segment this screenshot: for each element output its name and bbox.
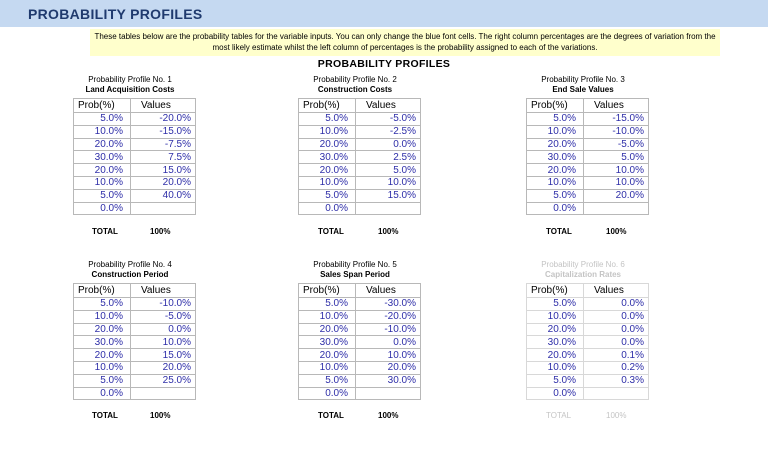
prob-cell[interactable]: 10.0% xyxy=(299,125,356,138)
values-column-header: Values xyxy=(131,284,196,298)
table-row xyxy=(299,176,421,189)
values-column-header: Values xyxy=(356,284,421,298)
values-column-header: Values xyxy=(356,99,421,113)
total-value: 100% xyxy=(150,411,171,420)
total-value: 100% xyxy=(606,227,627,236)
value-cell xyxy=(584,387,649,400)
table-row xyxy=(299,336,421,349)
prob-cell[interactable]: 0.0% xyxy=(299,202,356,215)
value-cell[interactable]: 10.0% xyxy=(131,336,196,349)
total-label: TOTAL xyxy=(318,227,344,236)
value-cell[interactable]: -15.0% xyxy=(131,125,196,138)
table-row xyxy=(527,202,649,215)
value-cell[interactable]: 10.0% xyxy=(584,164,649,177)
value-cell[interactable]: 20.0% xyxy=(131,361,196,374)
profile-table xyxy=(73,283,196,400)
profile-table xyxy=(298,98,421,215)
value-cell[interactable]: -20.0% xyxy=(356,310,421,323)
values-column-header: Values xyxy=(584,99,649,113)
table-row xyxy=(74,349,196,362)
prob-cell[interactable]: 20.0% xyxy=(299,349,356,362)
prob-cell[interactable]: 5.0% xyxy=(527,113,584,126)
value-cell[interactable]: 7.5% xyxy=(131,151,196,164)
prob-cell[interactable]: 30.0% xyxy=(74,336,131,349)
prob-cell: 5.0% xyxy=(527,374,584,387)
prob-cell[interactable]: 10.0% xyxy=(299,361,356,374)
profile-title: Probability Profile No. 5 xyxy=(313,260,397,269)
prob-cell[interactable]: 5.0% xyxy=(299,374,356,387)
table-row xyxy=(527,298,649,311)
value-cell[interactable] xyxy=(131,387,196,400)
table-row xyxy=(299,374,421,387)
prob-cell[interactable]: 20.0% xyxy=(299,138,356,151)
value-cell[interactable]: -30.0% xyxy=(356,298,421,311)
table-row xyxy=(299,310,421,323)
value-cell[interactable]: 20.0% xyxy=(584,189,649,202)
table-row xyxy=(299,349,421,362)
prob-cell[interactable]: 5.0% xyxy=(299,189,356,202)
value-cell[interactable] xyxy=(356,387,421,400)
table-row xyxy=(299,113,421,126)
profile-subtitle: Construction Period xyxy=(91,270,169,279)
value-cell[interactable]: -7.5% xyxy=(131,138,196,151)
prob-column-header: Prob(%) xyxy=(527,99,584,113)
prob-cell: 10.0% xyxy=(527,310,584,323)
table-row xyxy=(527,349,649,362)
prob-cell[interactable]: 0.0% xyxy=(299,387,356,400)
total-label: TOTAL xyxy=(318,411,344,420)
table-row xyxy=(527,310,649,323)
table-row xyxy=(74,323,196,336)
prob-cell[interactable]: 20.0% xyxy=(74,323,131,336)
table-row xyxy=(527,361,649,374)
instructions-note: These tables below are the probability tables for the variable inputs. You can only change the blue font cells. The right column percentages are the degrees of variation from the most likely estimate whilst the left column of percentages is the probability assigned to each of the variations. xyxy=(90,29,720,56)
value-cell[interactable]: 2.5% xyxy=(356,151,421,164)
table-row xyxy=(74,361,196,374)
prob-cell[interactable]: 10.0% xyxy=(74,125,131,138)
total-value: 100% xyxy=(150,227,171,236)
value-cell: 0.0% xyxy=(584,310,649,323)
prob-cell[interactable]: 10.0% xyxy=(74,310,131,323)
table-row xyxy=(527,336,649,349)
prob-cell[interactable]: 0.0% xyxy=(527,202,584,215)
prob-cell[interactable]: 20.0% xyxy=(74,349,131,362)
table-row xyxy=(74,298,196,311)
prob-cell[interactable]: 5.0% xyxy=(74,189,131,202)
table-row xyxy=(74,189,196,202)
total-label: TOTAL xyxy=(546,227,572,236)
value-cell: 0.3% xyxy=(584,374,649,387)
section-title: PROBABILITY PROFILES xyxy=(317,58,451,70)
value-cell[interactable]: 15.0% xyxy=(131,349,196,362)
prob-cell: 0.0% xyxy=(527,387,584,400)
table-header-row xyxy=(527,99,649,113)
value-cell[interactable]: 25.0% xyxy=(131,374,196,387)
value-cell[interactable]: 10.0% xyxy=(356,176,421,189)
profile-subtitle: Capitalization Rates xyxy=(544,270,621,279)
prob-cell[interactable]: 5.0% xyxy=(299,113,356,126)
prob-column-header: Prob(%) xyxy=(527,284,584,298)
prob-cell[interactable]: 5.0% xyxy=(299,298,356,311)
table-row xyxy=(74,202,196,215)
value-cell[interactable]: 10.0% xyxy=(356,349,421,362)
table-header-row xyxy=(74,284,196,298)
value-cell[interactable]: 0.0% xyxy=(356,138,421,151)
values-column-header: Values xyxy=(584,284,649,298)
prob-column-header: Prob(%) xyxy=(299,284,356,298)
prob-cell[interactable]: 30.0% xyxy=(527,151,584,164)
table-row xyxy=(527,164,649,177)
value-cell[interactable]: 15.0% xyxy=(131,164,196,177)
profile-table xyxy=(526,283,649,400)
table-row xyxy=(299,164,421,177)
table-row xyxy=(299,138,421,151)
prob-cell[interactable]: 10.0% xyxy=(527,125,584,138)
prob-cell[interactable]: 30.0% xyxy=(299,336,356,349)
value-cell: 0.2% xyxy=(584,361,649,374)
prob-cell[interactable]: 5.0% xyxy=(74,374,131,387)
prob-cell[interactable]: 10.0% xyxy=(299,176,356,189)
table-row xyxy=(74,125,196,138)
table-row xyxy=(527,323,649,336)
profile-title: Probability Profile No. 1 xyxy=(88,75,172,84)
table-row xyxy=(527,113,649,126)
prob-cell[interactable]: 0.0% xyxy=(74,387,131,400)
profile-table xyxy=(298,283,421,400)
value-cell[interactable]: -2.5% xyxy=(356,125,421,138)
prob-cell[interactable]: 5.0% xyxy=(527,189,584,202)
profile-subtitle: Construction Costs xyxy=(317,85,393,94)
prob-cell[interactable]: 10.0% xyxy=(299,310,356,323)
table-row xyxy=(74,336,196,349)
total-label: TOTAL xyxy=(92,411,118,420)
prob-cell: 10.0% xyxy=(527,361,584,374)
profile-title: Probability Profile No. 6 xyxy=(541,260,625,269)
value-cell[interactable] xyxy=(584,202,649,215)
prob-column-header: Prob(%) xyxy=(299,99,356,113)
prob-cell[interactable]: 30.0% xyxy=(299,151,356,164)
prob-cell: 20.0% xyxy=(527,323,584,336)
table-row xyxy=(299,361,421,374)
table-row xyxy=(527,151,649,164)
profile-title: Probability Profile No. 3 xyxy=(541,75,625,84)
table-row xyxy=(527,138,649,151)
table-row xyxy=(527,374,649,387)
table-row xyxy=(299,189,421,202)
value-cell[interactable]: -20.0% xyxy=(131,113,196,126)
table-row xyxy=(74,374,196,387)
profile-subtitle: Land Acquisition Costs xyxy=(85,85,175,94)
table-row xyxy=(74,387,196,400)
total-value: 100% xyxy=(378,411,399,420)
value-cell[interactable]: 5.0% xyxy=(584,151,649,164)
value-cell: 0.0% xyxy=(584,298,649,311)
table-header-row xyxy=(527,284,649,298)
prob-cell: 30.0% xyxy=(527,336,584,349)
value-cell[interactable]: 15.0% xyxy=(356,189,421,202)
table-row xyxy=(299,151,421,164)
table-row xyxy=(299,125,421,138)
table-row xyxy=(74,113,196,126)
prob-cell[interactable]: 20.0% xyxy=(74,138,131,151)
table-row xyxy=(299,387,421,400)
profile-title: Probability Profile No. 4 xyxy=(88,260,172,269)
value-cell[interactable]: -15.0% xyxy=(584,113,649,126)
value-cell[interactable]: 20.0% xyxy=(131,176,196,189)
table-row xyxy=(299,202,421,215)
prob-cell[interactable]: 10.0% xyxy=(527,176,584,189)
profile-table xyxy=(73,98,196,215)
table-row xyxy=(74,164,196,177)
prob-cell[interactable]: 10.0% xyxy=(74,361,131,374)
value-cell[interactable] xyxy=(131,202,196,215)
prob-cell[interactable]: 20.0% xyxy=(299,164,356,177)
prob-column-header: Prob(%) xyxy=(74,284,131,298)
total-value: 100% xyxy=(378,227,399,236)
value-cell: 0.1% xyxy=(584,349,649,362)
profile-table xyxy=(526,98,649,215)
value-cell: 0.0% xyxy=(584,336,649,349)
prob-cell[interactable]: 20.0% xyxy=(527,164,584,177)
value-cell[interactable]: 20.0% xyxy=(356,361,421,374)
profile-subtitle: End Sale Values xyxy=(552,85,614,94)
value-cell[interactable] xyxy=(356,202,421,215)
prob-cell[interactable]: 20.0% xyxy=(299,323,356,336)
value-cell[interactable]: -5.0% xyxy=(584,138,649,151)
values-column-header: Values xyxy=(131,99,196,113)
profile-subtitle: Sales Span Period xyxy=(320,270,390,279)
value-cell[interactable]: 5.0% xyxy=(356,164,421,177)
table-header-row xyxy=(74,99,196,113)
table-row xyxy=(527,125,649,138)
table-row xyxy=(299,298,421,311)
table-header-row xyxy=(299,284,421,298)
value-cell[interactable]: 0.0% xyxy=(131,323,196,336)
prob-cell: 5.0% xyxy=(527,298,584,311)
total-label: TOTAL xyxy=(92,227,118,236)
table-row xyxy=(74,138,196,151)
value-cell[interactable]: 0.0% xyxy=(356,336,421,349)
prob-cell[interactable]: 20.0% xyxy=(527,138,584,151)
value-cell[interactable]: -10.0% xyxy=(131,298,196,311)
value-cell[interactable]: -5.0% xyxy=(131,310,196,323)
total-value: 100% xyxy=(606,411,627,420)
table-row xyxy=(527,176,649,189)
prob-cell[interactable]: 30.0% xyxy=(74,151,131,164)
prob-cell[interactable]: 10.0% xyxy=(74,176,131,189)
value-cell[interactable]: -5.0% xyxy=(356,113,421,126)
value-cell[interactable]: 40.0% xyxy=(131,189,196,202)
prob-cell[interactable]: 20.0% xyxy=(74,164,131,177)
prob-cell[interactable]: 5.0% xyxy=(74,113,131,126)
table-row xyxy=(527,387,649,400)
profile-title: Probability Profile No. 2 xyxy=(313,75,397,84)
value-cell[interactable]: -10.0% xyxy=(356,323,421,336)
table-row xyxy=(74,151,196,164)
value-cell[interactable]: 30.0% xyxy=(356,374,421,387)
table-row xyxy=(527,189,649,202)
table-row xyxy=(299,323,421,336)
value-cell[interactable]: 10.0% xyxy=(584,176,649,189)
total-label: TOTAL xyxy=(546,411,572,420)
prob-column-header: Prob(%) xyxy=(74,99,131,113)
table-row xyxy=(74,176,196,189)
page-title: PROBABILITY PROFILES xyxy=(28,6,203,22)
prob-cell[interactable]: 0.0% xyxy=(74,202,131,215)
table-header-row xyxy=(299,99,421,113)
value-cell[interactable]: -10.0% xyxy=(584,125,649,138)
table-row xyxy=(74,310,196,323)
value-cell: 0.0% xyxy=(584,323,649,336)
prob-cell: 20.0% xyxy=(527,349,584,362)
prob-cell[interactable]: 5.0% xyxy=(74,298,131,311)
